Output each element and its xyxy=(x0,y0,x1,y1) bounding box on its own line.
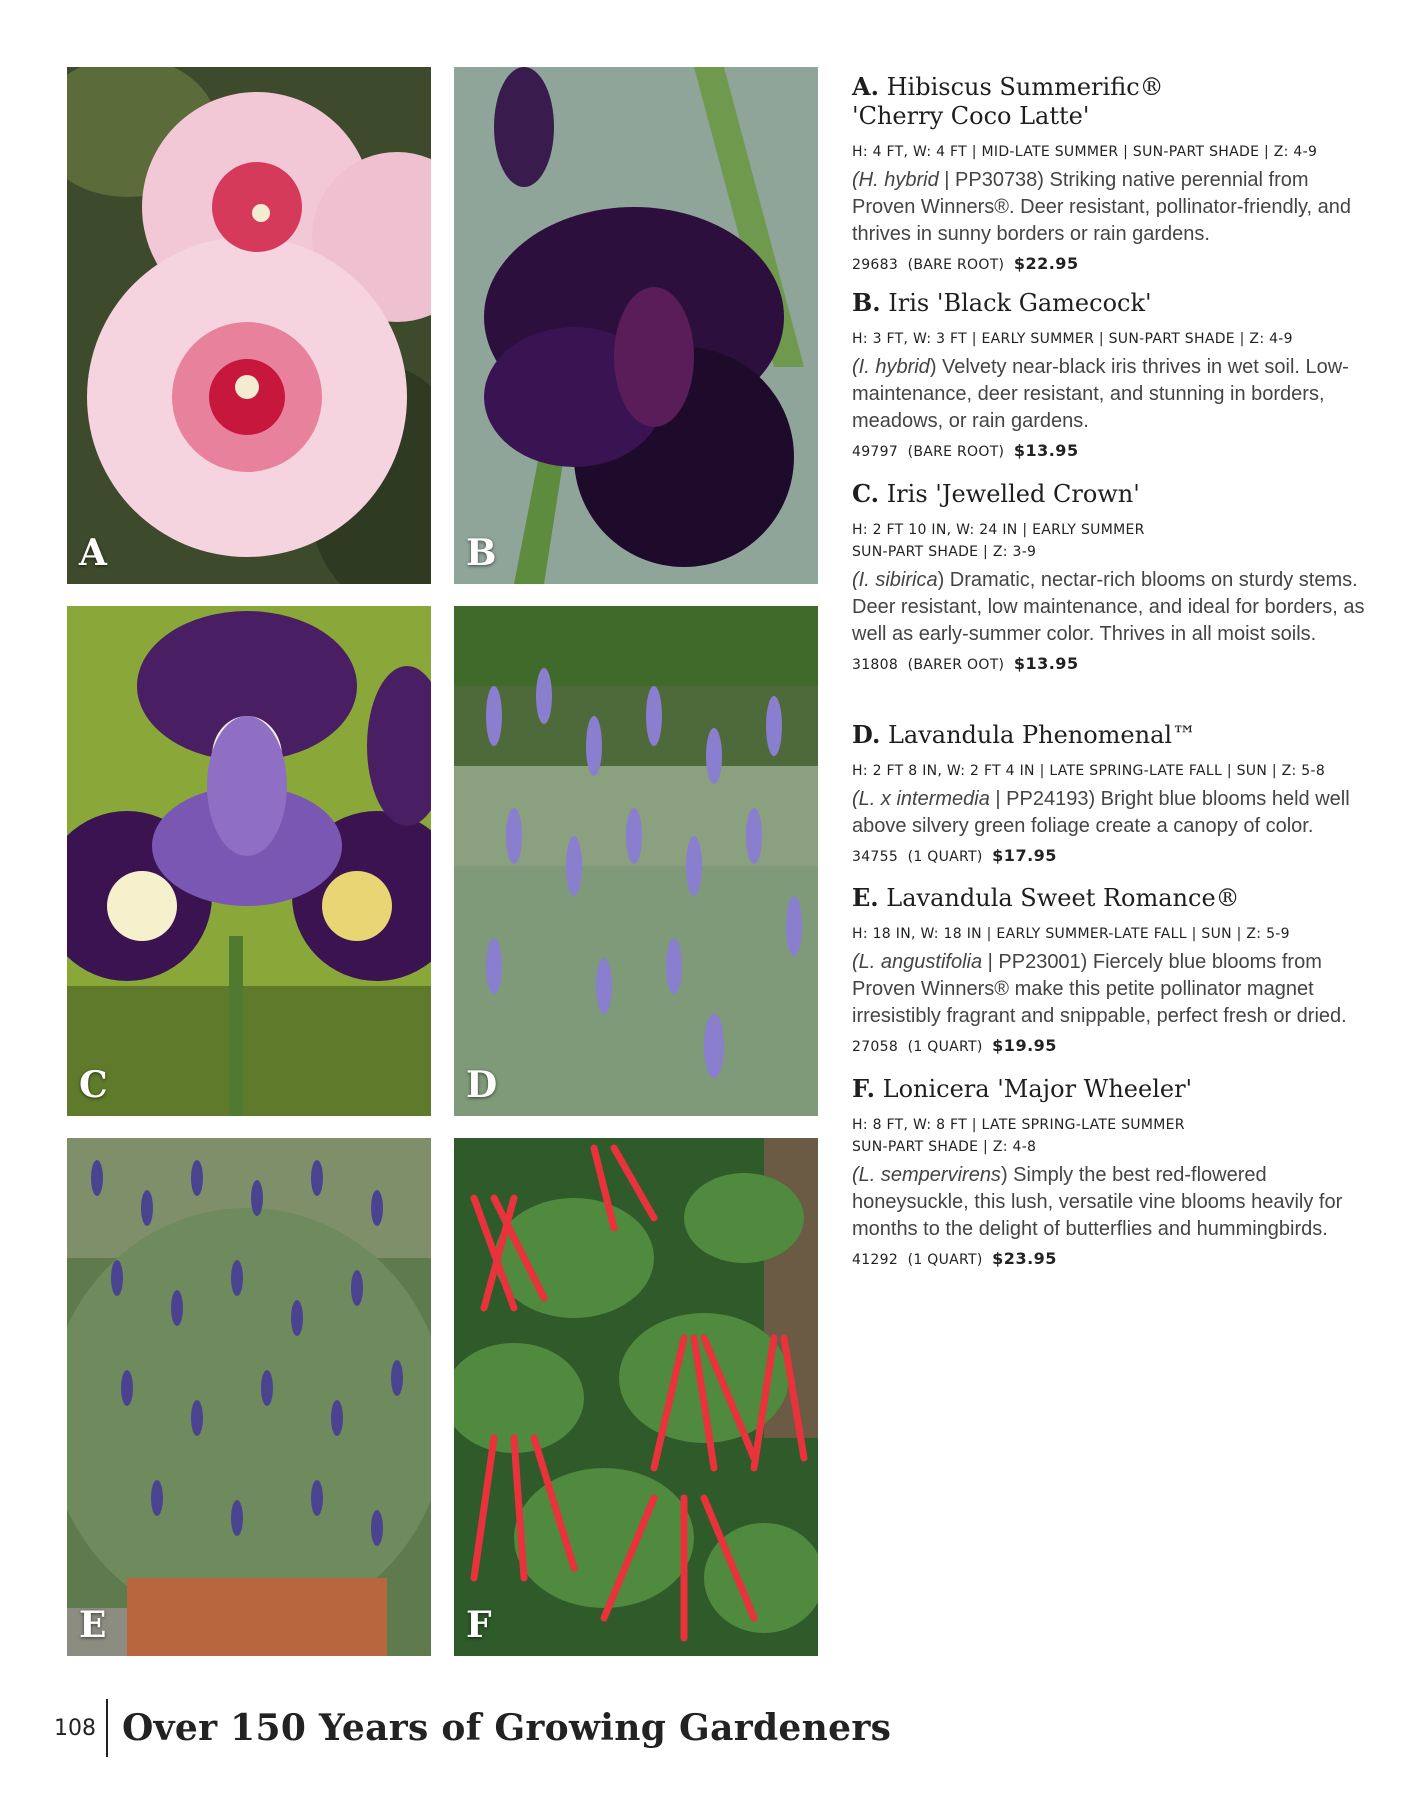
lavender-phenomenal-image xyxy=(454,606,818,1116)
plant-entry-e xyxy=(852,883,1372,1057)
order-info xyxy=(852,441,1372,462)
photo-iris-jewelled-crown xyxy=(67,606,431,1116)
plant-title: E. Lavandula Sweet Romance® xyxy=(852,883,1240,912)
order-info xyxy=(852,254,1372,275)
photo-hibiscus xyxy=(67,67,431,584)
item-size: (BARE ROOT) xyxy=(907,257,1005,273)
photo-iris-black-gamecock xyxy=(454,67,818,584)
plant-title: A. Hibiscus Summerific® 'Cherry Coco Latte' xyxy=(852,72,1164,130)
footer-tagline: Over 150 Years of Growing Gardeners xyxy=(122,1707,892,1749)
iris-black-image xyxy=(454,67,818,584)
item-price: $19.95 xyxy=(992,1036,1057,1055)
plant-specs: H: 2 FT 10 IN, W: 24 IN | EARLY SUMMER SUN-PART SHADE | Z: 3-9 xyxy=(852,522,1145,560)
plant-entry-f xyxy=(852,1074,1372,1270)
photo-letter: A xyxy=(79,532,107,574)
plant-entry-b xyxy=(852,288,1372,462)
plant-cultivar: 'Cherry Coco Latte' xyxy=(852,102,1090,130)
plant-description: (L. x intermedia | PP24193) Bright blue blooms held well above silvery green foliage create a canopy of color. xyxy=(852,788,1350,837)
iris-jewelled-image xyxy=(67,606,431,1116)
plant-specs: H: 8 FT, W: 8 FT | LATE SPRING-LATE SUMMER SUN-PART SHADE | Z: 4-8 xyxy=(852,1117,1185,1155)
photo-letter: D xyxy=(466,1064,498,1106)
item-size: (1 QUART) xyxy=(907,1039,983,1055)
plant-entry-c xyxy=(852,479,1372,675)
item-price: $17.95 xyxy=(992,846,1057,865)
item-size: (1 QUART) xyxy=(907,849,983,865)
order-info xyxy=(852,846,1372,867)
item-size: (BARE ROOT) xyxy=(907,444,1005,460)
item-number: 49797 xyxy=(852,444,899,460)
hibiscus-image xyxy=(67,67,431,584)
item-size: (BARER OOT) xyxy=(907,657,1005,673)
item-number: 41292 xyxy=(852,1252,899,1268)
plant-title: F. Lonicera 'Major Wheeler' xyxy=(852,1074,1193,1103)
photo-lavandula-phenomenal xyxy=(454,606,818,1116)
photo-letter: B xyxy=(466,532,497,574)
lavender-sweet-romance-image xyxy=(67,1138,431,1656)
item-size: (1 QUART) xyxy=(907,1252,983,1268)
plant-entry-d xyxy=(852,720,1372,867)
order-info xyxy=(852,654,1372,675)
plant-name: Hibiscus Summerific® xyxy=(886,73,1164,101)
footer-divider xyxy=(106,1699,108,1757)
item-number: 34755 xyxy=(852,849,899,865)
photo-letter: C xyxy=(79,1064,108,1106)
photo-letter: F xyxy=(466,1604,492,1646)
item-price: $22.95 xyxy=(1013,254,1079,273)
plant-entry-a xyxy=(852,72,1372,275)
plant-description: (L. angustifolia | PP23001) Fiercely blue blooms from Proven Winners® make this petite pollinator magnet irresistibly fragrant and snippable, perfect fresh or dried. xyxy=(852,951,1347,1027)
page-number: 108 xyxy=(54,1715,96,1741)
plant-name: Lavandula Phenomenal™ xyxy=(887,721,1197,749)
plant-title: B. Iris 'Black Gamecock' xyxy=(852,288,1152,317)
photo-lavandula-sweet-romance xyxy=(67,1138,431,1656)
item-number: 31808 xyxy=(852,657,899,673)
plant-name: Iris 'Black Gamecock' xyxy=(888,289,1152,317)
item-price: $13.95 xyxy=(1013,441,1079,460)
plant-description: (L. sempervirens) Simply the best red-flowered honeysuckle, this lush, versatile vine blooms heavily for months to the delight of butterflies and hummingbirds. xyxy=(852,1164,1343,1240)
item-price: $13.95 xyxy=(1013,654,1079,673)
plant-title: C. Iris 'Jewelled Crown' xyxy=(852,479,1140,508)
plant-name: Lavandula Sweet Romance® xyxy=(886,884,1240,912)
order-info xyxy=(852,1036,1372,1057)
item-price: $23.95 xyxy=(992,1249,1057,1268)
order-info xyxy=(852,1249,1372,1270)
lonicera-image xyxy=(454,1138,818,1656)
photo-letter: E xyxy=(79,1604,107,1646)
plant-specs: H: 4 FT, W: 4 FT | MID-LATE SUMMER | SUN-PART SHADE | Z: 4-9 xyxy=(852,144,1318,160)
photo-lonicera xyxy=(454,1138,818,1656)
plant-description: (I. sibirica) Dramatic, nectar-rich blooms on sturdy stems. Deer resistant, low maintenance, and ideal for borders, as well as early-summer color. Thrives in all moist soils. xyxy=(852,569,1365,645)
plant-name: Lonicera 'Major Wheeler' xyxy=(882,1075,1193,1103)
plant-title: D. Lavandula Phenomenal™ xyxy=(852,720,1197,749)
plant-specs: H: 3 FT, W: 3 FT | EARLY SUMMER | SUN-PART SHADE | Z: 4-9 xyxy=(852,331,1293,347)
item-number: 29683 xyxy=(852,257,899,273)
item-number: 27058 xyxy=(852,1039,899,1055)
plant-specs: H: 2 FT 8 IN, W: 2 FT 4 IN | LATE SPRING-LATE FALL | SUN | Z: 5-8 xyxy=(852,763,1326,779)
plant-description: (I. hybrid) Velvety near-black iris thrives in wet soil. Low-maintenance, deer resistant, and stunning in borders, meadows, or rain gardens. xyxy=(852,356,1349,432)
plant-specs: H: 18 IN, W: 18 IN | EARLY SUMMER-LATE FALL | SUN | Z: 5-9 xyxy=(852,926,1290,942)
plant-name: Iris 'Jewelled Crown' xyxy=(886,480,1140,508)
page-footer xyxy=(54,1703,891,1753)
plant-description: (H. hybrid | PP30738) Striking native perennial from Proven Winners®. Deer resistant, pollinator-friendly, and thrives in sunny borders or rain gardens. xyxy=(852,169,1352,245)
